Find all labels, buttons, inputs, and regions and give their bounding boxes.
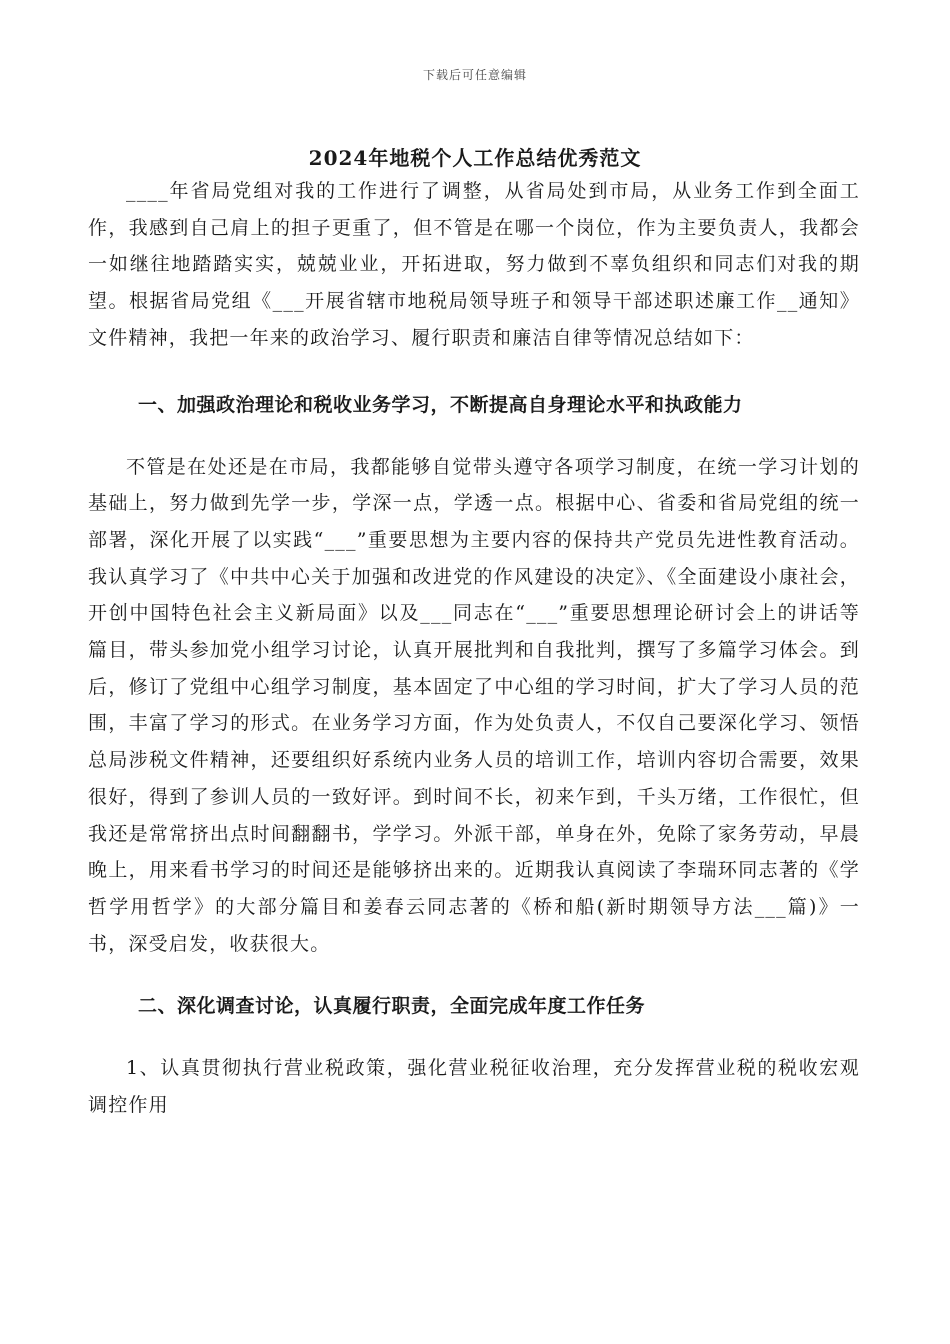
document-body xyxy=(88,170,860,1124)
intro-paragraph: ____年省局党组对我的工作进行了调整，从省局处到市局，从业务工作到全面工作，我感到自己肩上的担子更重了，但不管是在哪一个岗位，作为主要负责人，我都会一如继往地踏踏实实，兢兢业业，开拓进取，努力做到不辜负组织和同志们对我的期望。根据省局党组《___开展省辖市地税局领导班子和领导干部述职述廉工作__通知》文件精神，我把一年来的政治学习、履行职责和廉洁自律等情况总结如下： xyxy=(88,180,860,349)
section-2-heading: 二、深化调查讨论，认真履行职责，全面完成年度工作任务 xyxy=(138,995,646,1018)
section-1-paragraph: 不管是在处还是在市局，我都能够自觉带头遵守各项学习制度，在统一学习计划的基础上，努力做到先学一步，学深一点，学透一点。根据中心、省委和省局党组的统一部署，深化开展了以实践“___”重要思想为主要内容的保持共产党员先进性教育活动。我认真学习了《中共中心关于加强和改进党的作风建设的决定》、《全面建设小康社会，开创中国特色社会主义新局面》以及___同志在“___”重要思想理论研讨会上的讲话等篇目，带头参加党小组学习讨论，认真开展批判和自我批判，撰写了多篇学习体会。到后，修订了党组中心组学习制度，基本固定了中心组的学习时间，扩大了学习人员的范围，丰富了学习的形式。在业务学习方面，作为处负责人，不仅自己要深化学习、领悟总局涉税文件精神，还要组织好系统内业务人员的培训工作，培训内容切合需要，效果很好，得到了参训人员的一致好评。到时间不长，初来乍到，千头万绪，工作很忙，但我还是常常挤出点时间翻翻书，学学习。外派干部，单身在外，免除了家务劳动，早晨晚上，用来看书学习的时间还是能够挤出来的。近期我认真阅读了李瑞环同志著的《学哲学用哲学》的大部分篇目和姜春云同志著的《桥和船(新时期领导方法___篇)》一书，深受启发，收获很大。 xyxy=(88,455,860,955)
section-2-item-1: 1、认真贯彻执行营业税政策，强化营业税征收治理，充分发挥营业税的税收宏观调控作用 xyxy=(88,1057,860,1117)
header-note: 下载后可任意编辑 xyxy=(422,68,527,82)
document-title: 2024年地税个人工作总结优秀范文 xyxy=(308,146,642,170)
section-1-heading: 一、加强政治理论和税收业务学习，不断提高自身理论水平和执政能力 xyxy=(138,393,743,416)
